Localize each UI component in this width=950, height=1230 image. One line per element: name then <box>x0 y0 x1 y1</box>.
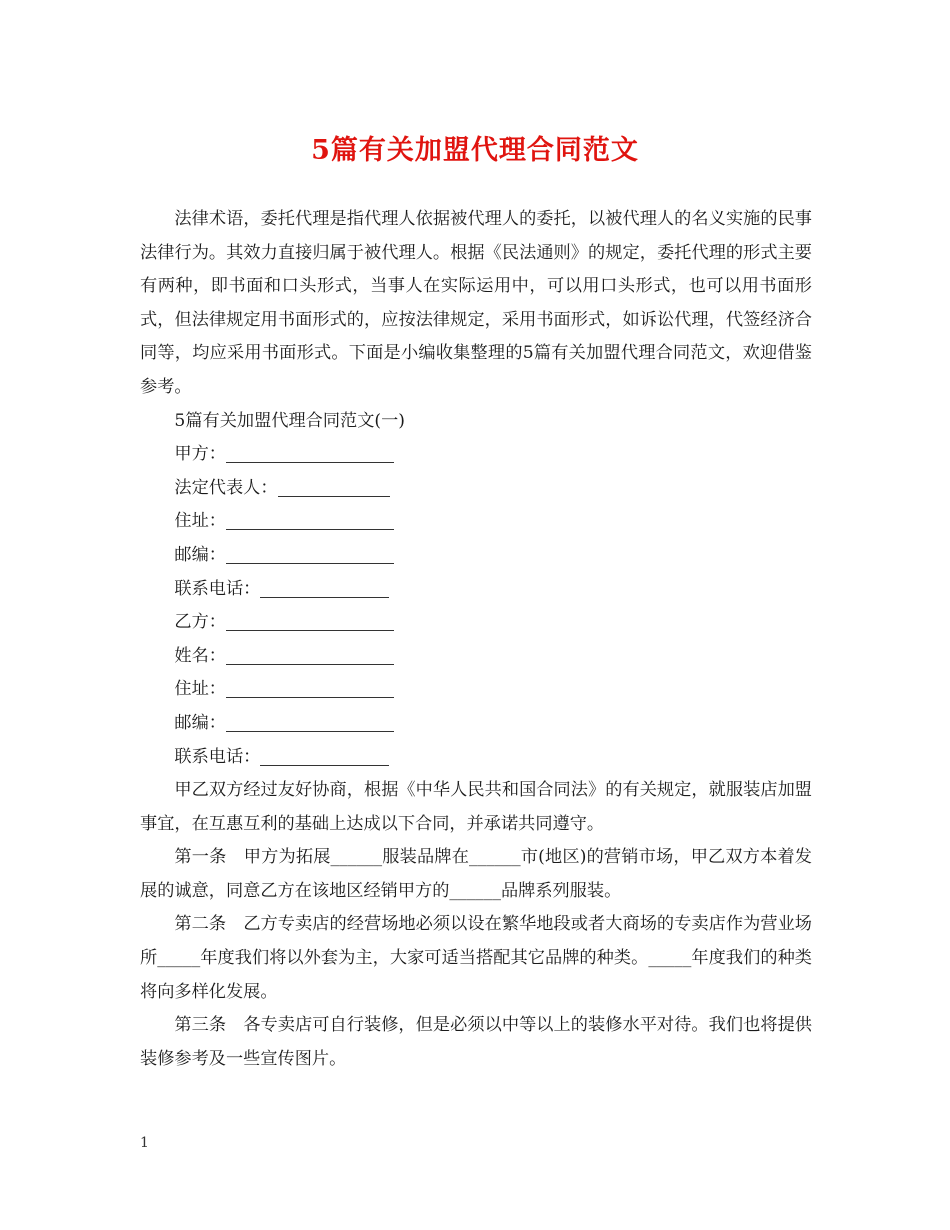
field-party-b <box>140 606 812 640</box>
page-number: 1 <box>140 1135 149 1151</box>
field-label: 邮编： <box>174 544 226 565</box>
article-2: 第二条 乙方专卖店的经营场地必须以设在繁华地段或者大商场的专卖店作为营业场所_____年度我们将以外套为主，大家可适当搭配其它品牌的种类。_____年度我们的种类将向多样化发展。 <box>140 914 812 1002</box>
field-label: 姓名： <box>174 645 226 666</box>
blank-line <box>226 610 394 631</box>
blank-line <box>260 745 389 766</box>
blank-line <box>226 442 394 463</box>
field-phone-a <box>140 573 812 607</box>
field-address-b <box>140 673 812 707</box>
blank-line <box>278 476 390 497</box>
preamble-paragraph: 甲乙双方经过友好协商，根据《中华人民共和国合同法》的有关规定，就服装店加盟事宜，在互惠互利的基础上达成以下合同，并承诺共同遵守。 <box>140 780 812 834</box>
blank-line <box>226 677 394 698</box>
intro-paragraph: 法律术语，委托代理是指代理人依据被代理人的委托，以被代理人的名义实施的民事法律行为。其效力直接归属于被代理人。根据《民法通则》的规定，委托代理的形式主要有两种，即书面和口头形式，当事人在实际运用中，可以用口头形式，也可以用书面形式，但法律规定用书面形式的，应按法律规定，采用书面形式，如诉讼代理，代签经济合同等，均应采用书面形式。下面是小编收集整理的5篇有关加盟代理合同范文，欢迎借鉴参考。 <box>140 209 812 397</box>
field-label: 联系电话： <box>174 746 261 767</box>
field-label: 法定代表人： <box>174 477 278 498</box>
field-label: 住址： <box>174 679 226 700</box>
blank-line <box>226 509 394 530</box>
section-subtitle: 5篇有关加盟代理合同范文(一) <box>174 410 405 431</box>
field-phone-b <box>140 741 812 775</box>
field-label: 联系电话： <box>174 578 261 599</box>
field-legal-representative <box>140 472 812 506</box>
field-label: 邮编： <box>174 712 226 733</box>
field-party-a <box>140 438 812 472</box>
field-label: 住址： <box>174 511 226 532</box>
article-1: 第一条 甲方为拓展______服装品牌在______市(地区)的营销市场，甲乙双方本着发展的诚意，同意乙方在该地区经销甲方的______品牌系列服装。 <box>140 847 812 901</box>
field-label: 乙方： <box>174 612 226 633</box>
blank-line <box>260 577 389 598</box>
field-postcode-b <box>140 707 812 741</box>
blank-line <box>226 644 394 665</box>
field-name-b <box>140 640 812 674</box>
field-postcode-a <box>140 539 812 573</box>
field-label: 甲方： <box>174 444 226 465</box>
blank-line <box>226 543 394 564</box>
document-body <box>140 203 812 1076</box>
blank-line <box>226 711 394 732</box>
document-title: 5篇有关加盟代理合同范文 <box>311 135 639 166</box>
field-address-a <box>140 505 812 539</box>
article-3: 第三条 各专卖店可自行装修，但是必须以中等以上的装修水平对待。我们也将提供装修参考及一些宣传图片。 <box>140 1015 812 1069</box>
